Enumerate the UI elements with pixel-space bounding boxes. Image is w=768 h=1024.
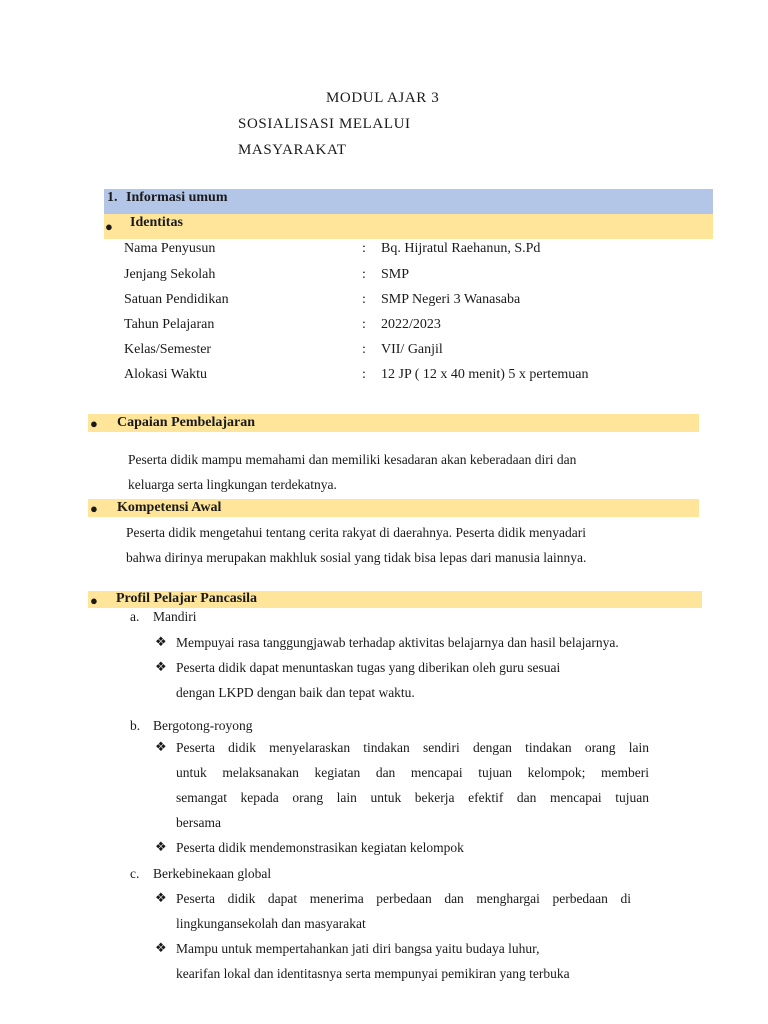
- diamond-bullet-icon: ❖: [155, 740, 167, 755]
- diamond-bullet-icon: ❖: [155, 891, 167, 906]
- list-item: Mampu untuk mempertahankan jati diri bangsa yaitu budaya luhur,: [176, 941, 540, 956]
- field-separator: :: [362, 241, 366, 256]
- module-subtitle-line1: SOSIALISASI MELALUI: [238, 116, 411, 132]
- field-separator: :: [362, 267, 366, 282]
- list-marker: b.: [130, 718, 141, 733]
- list-item: Peserta didik dapat menuntaskan tugas yang diberikan oleh guru sesuai: [176, 660, 561, 675]
- paragraph-line: keluarga serta lingkungan terdekatnya.: [128, 477, 337, 492]
- list-item-continuation: semangat kepada orang lain untuk bekerja efektif dan mencapai tujuan: [176, 790, 649, 805]
- paragraph-line: Peserta didik mengetahui tentang cerita rakyat di daerahnya. Peserta didik menyadari: [126, 525, 586, 540]
- field-value: VII/ Ganjil: [381, 342, 443, 357]
- field-value: Bq. Hijratul Raehanun, S.Pd: [381, 241, 541, 256]
- section-number: 1.: [107, 190, 118, 205]
- field-label: Satuan Pendidikan: [124, 292, 229, 307]
- subsection-band-identitas: [104, 214, 713, 239]
- bullet-icon: ●: [105, 219, 113, 234]
- section-title-informasi-umum: Informasi umum: [126, 190, 228, 205]
- field-label: Jenjang Sekolah: [124, 267, 216, 282]
- field-separator: :: [362, 367, 366, 382]
- diamond-bullet-icon: ❖: [155, 840, 167, 855]
- list-item: Peserta didik menyelaraskan tindakan sendiri dengan tindakan orang lain: [176, 740, 649, 755]
- list-item-continuation: lingkungansekolah dan masyarakat: [176, 916, 366, 931]
- module-title: MODUL AJAR 3: [326, 90, 440, 106]
- list-item-continuation: untuk melaksanakan kegiatan dan mencapai tujuan kelompok; memberi: [176, 765, 649, 780]
- diamond-bullet-icon: ❖: [155, 660, 167, 675]
- list-item-continuation: dengan LKPD dengan baik dan tepat waktu.: [176, 685, 415, 700]
- subsection-title-identitas: Identitas: [130, 215, 183, 230]
- bullet-icon: ●: [90, 501, 98, 516]
- list-item-continuation: kearifan lokal dan identitasnya serta mempunyai pemikiran yang terbuka: [176, 966, 570, 981]
- list-item-continuation: bersama: [176, 815, 221, 830]
- section-title-kompetensi: Kompetensi Awal: [117, 500, 222, 515]
- field-label: Kelas/Semester: [124, 342, 212, 357]
- list-heading-berkebinekaan: Berkebinekaan global: [153, 866, 272, 881]
- field-label: Alokasi Waktu: [124, 367, 207, 382]
- field-value: SMP Negeri 3 Wanasaba: [381, 292, 521, 307]
- diamond-bullet-icon: ❖: [155, 635, 167, 650]
- field-separator: :: [362, 342, 366, 357]
- field-value: SMP: [381, 267, 410, 282]
- module-subtitle-line2: MASYARAKAT: [238, 142, 347, 158]
- field-value: 2022/2023: [381, 317, 441, 332]
- field-label: Nama Penyusun: [124, 241, 216, 256]
- list-item: Mempuyai rasa tanggungjawab terhadap aktivitas belajarnya dan hasil belajarnya.: [176, 635, 619, 650]
- list-item: Peserta didik mendemonstrasikan kegiatan kelompok: [176, 840, 464, 855]
- field-separator: :: [362, 317, 366, 332]
- list-marker: a.: [130, 609, 140, 624]
- bullet-icon: ●: [90, 593, 98, 608]
- section-title-capaian: Capaian Pembelajaran: [117, 415, 256, 430]
- field-separator: :: [362, 292, 366, 307]
- diamond-bullet-icon: ❖: [155, 941, 167, 956]
- list-marker: c.: [130, 866, 140, 881]
- field-value: 12 JP ( 12 x 40 menit) 5 x pertemuan: [381, 367, 589, 382]
- field-label: Tahun Pelajaran: [124, 317, 215, 332]
- section-title-profil: Profil Pelajar Pancasila: [116, 591, 258, 606]
- paragraph-line: Peserta didik mampu memahami dan memiliki kesadaran akan keberadaan diri dan: [128, 452, 577, 467]
- list-item: Peserta didik dapat menerima perbedaan dan menghargai perbedaan di: [176, 891, 631, 906]
- list-heading-gotong-royong: Bergotong-royong: [153, 718, 253, 733]
- list-heading-mandiri: Mandiri: [153, 609, 197, 624]
- paragraph-line: bahwa dirinya merupakan makhluk sosial yang tidak bisa lepas dari manusia lainnya.: [126, 550, 587, 565]
- bullet-icon: ●: [90, 416, 98, 431]
